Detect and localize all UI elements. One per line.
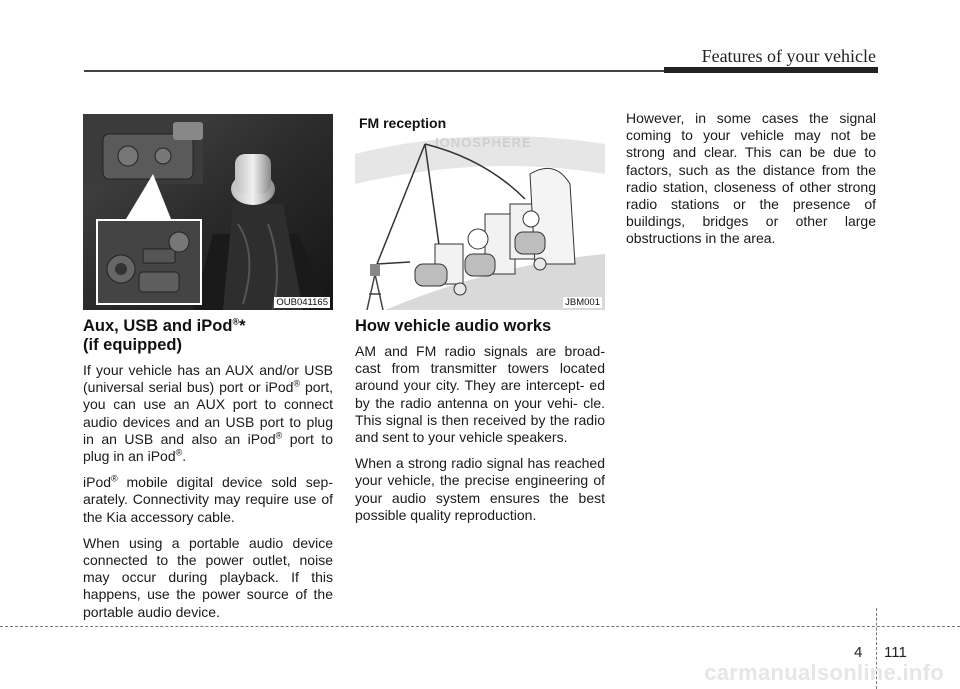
paragraph-aux-usb-1 — [83, 362, 333, 465]
ionosphere-label: IONOSPHERE — [435, 135, 532, 150]
registered-mark: ® — [293, 378, 301, 389]
text-run: port, you can use an AUX port to connect audio devices and an USB port to plug in an USB and also an iPod — [83, 379, 334, 447]
registered-mark: ® — [111, 473, 118, 484]
section-heading-audio-works: How vehicle audio works — [355, 317, 552, 335]
fm-reception-title: FM reception — [359, 115, 447, 131]
console-photo-illustration — [83, 114, 333, 310]
paragraph-aux-usb-3: When using a portable audio device connected to the power outlet, noise may occur during playback. If this happens, use the power source of the portable audio device. — [83, 534, 333, 620]
figure-code: JBM001 — [565, 297, 600, 308]
section-heading-aux-usb — [83, 317, 333, 355]
paragraph-audio-works-2: When a strong radio signal has reached your vehicle, the precise engineering of your audio system ensures the best possible quality reproduction. — [355, 455, 605, 523]
paragraph-signal-strength: However, in some cases the signal coming to your vehicle may not be strong and clear. This can be due to factors, such as the distance from the radio station, closeness of other strong radio stations or the presence of buildings, bridges or other large obstructions in the area. — [626, 110, 876, 247]
fm-reception-illustration — [355, 114, 605, 310]
chapter-number: 4 — [854, 644, 863, 661]
registered-mark: ® — [232, 316, 240, 327]
text-run: . — [182, 448, 187, 465]
column-signal-strength — [626, 110, 876, 257]
page-number: 111 — [884, 644, 907, 661]
column-aux-usb — [83, 114, 333, 630]
figure-code: OUB041165 — [276, 297, 328, 308]
paragraph-audio-works-1: AM and FM radio signals are broad- cast from transmitter towers located around your city. They are intercept- ed by the radio antenna on your vehi- cle. This signal is then received by the radio and sent to your vehicle speakers. — [355, 343, 605, 446]
registered-mark: ® — [275, 430, 283, 441]
text-run: If your vehicle has an AUX and/or USB (universal serial bus) port or iPod — [83, 362, 333, 396]
heading-equipped: (if equipped) — [83, 336, 182, 354]
text-run: iPod — [83, 474, 112, 491]
watermark: carmanualsonline.info — [704, 660, 944, 685]
paragraph-aux-usb-2 — [83, 474, 333, 526]
text-run: port to plug in an iPod — [83, 430, 333, 465]
figure-gear-shift-console — [83, 114, 333, 310]
registered-mark: ® — [175, 447, 183, 458]
footer-rule — [0, 626, 960, 627]
column-audio-works — [355, 114, 605, 533]
heading-text: Aux, USB and iPod — [83, 317, 233, 335]
heading-asterisk: * — [239, 317, 246, 335]
page-header-title: Features of your vehicle — [701, 46, 876, 66]
text-run: mobile digital device sold sep- arately. Connectivity may require use of the Kia accessory cable. — [83, 474, 333, 525]
figure-fm-reception — [355, 114, 605, 310]
header-tab — [664, 67, 878, 73]
header-rule — [84, 70, 664, 72]
